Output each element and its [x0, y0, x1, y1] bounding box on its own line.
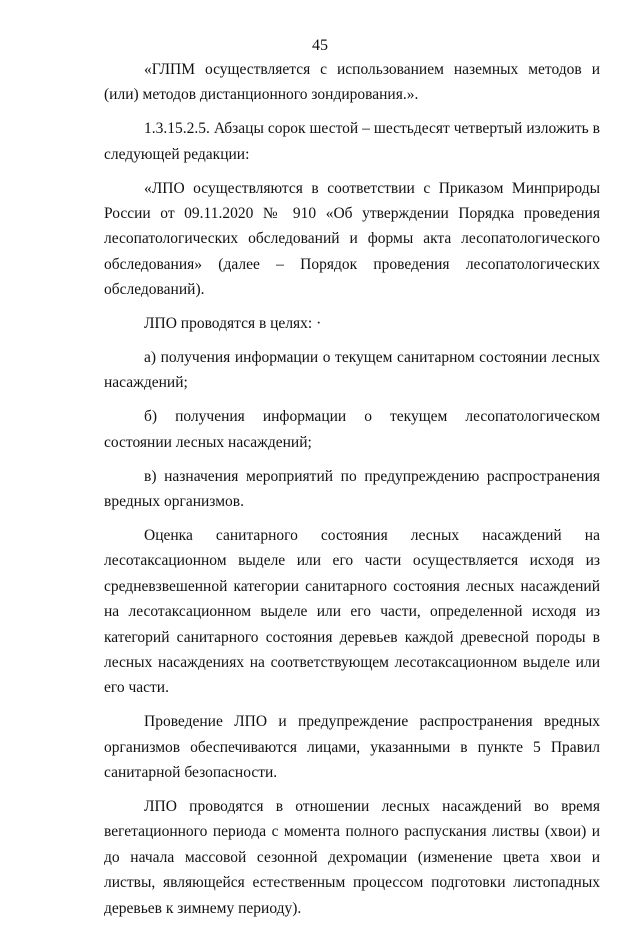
list-item-purpose-b: б) получения информации о текущем лесопатологическом состоянии лесных насаждений;	[104, 408, 600, 451]
document-body	[104, 57, 600, 930]
paragraph-amendment-instruction: 1.3.15.2.5. Абзацы сорок шестой – шестьдесят четвертый изложить в следующей редакции:	[104, 120, 600, 163]
paragraph-lpo-order-reference: «ЛПО осуществляются в соответствии с Приказом Минприроды России от 09.11.2020 № 910 «Об утверждении Порядка проведения лесопатологических обследований и формы акта лесопатологического обследования» (далее – Порядок проведения лесопатологических обследований).	[104, 179, 600, 299]
paragraph-responsible-persons: Проведение ЛПО и предупреждение распространения вредных организмов обеспечиваются лицами, указанными в пункте 5 Правил санитарной безопасности.	[104, 713, 600, 782]
paragraph-glpm-methods: «ГЛПМ осуществляется с использованием наземных методов и (или) методов дистанционного зондирования.».	[104, 61, 600, 104]
paragraph-sanitary-assessment: Оценка санитарного состояния лесных насаждений на лесотаксационном выделе или его части осуществляется исходя из средневзвешенной категории санитарного состояния лесных насаждений на лесотаксационном выделе или его части, определенной исходя из категорий санитарного состояния деревьев каждой древесной породы в лесных насаждениях на соответствующем лесотаксационном выделе или его части.	[104, 527, 600, 697]
paragraph-lpo-timing: ЛПО проводятся в отношении лесных насаждений во время вегетационного периода с момента полного распускания листвы (хвои) и до начала массовой сезонной дехромации (изменение цвета хвои и листвы, являющейся естественным процессом подготовки листопадных деревьев к зимнему периоду).	[104, 798, 600, 917]
paragraph-lpo-purposes-intro: ЛПО проводятся в целях: ·	[144, 315, 322, 333]
list-item-purpose-a: а) получения информации о текущем санитарном состоянии лесных насаждений;	[104, 349, 600, 392]
page-number: 45	[312, 37, 328, 54]
list-item-purpose-c: в) назначения мероприятий по предупреждению распространения вредных организмов.	[104, 467, 600, 511]
